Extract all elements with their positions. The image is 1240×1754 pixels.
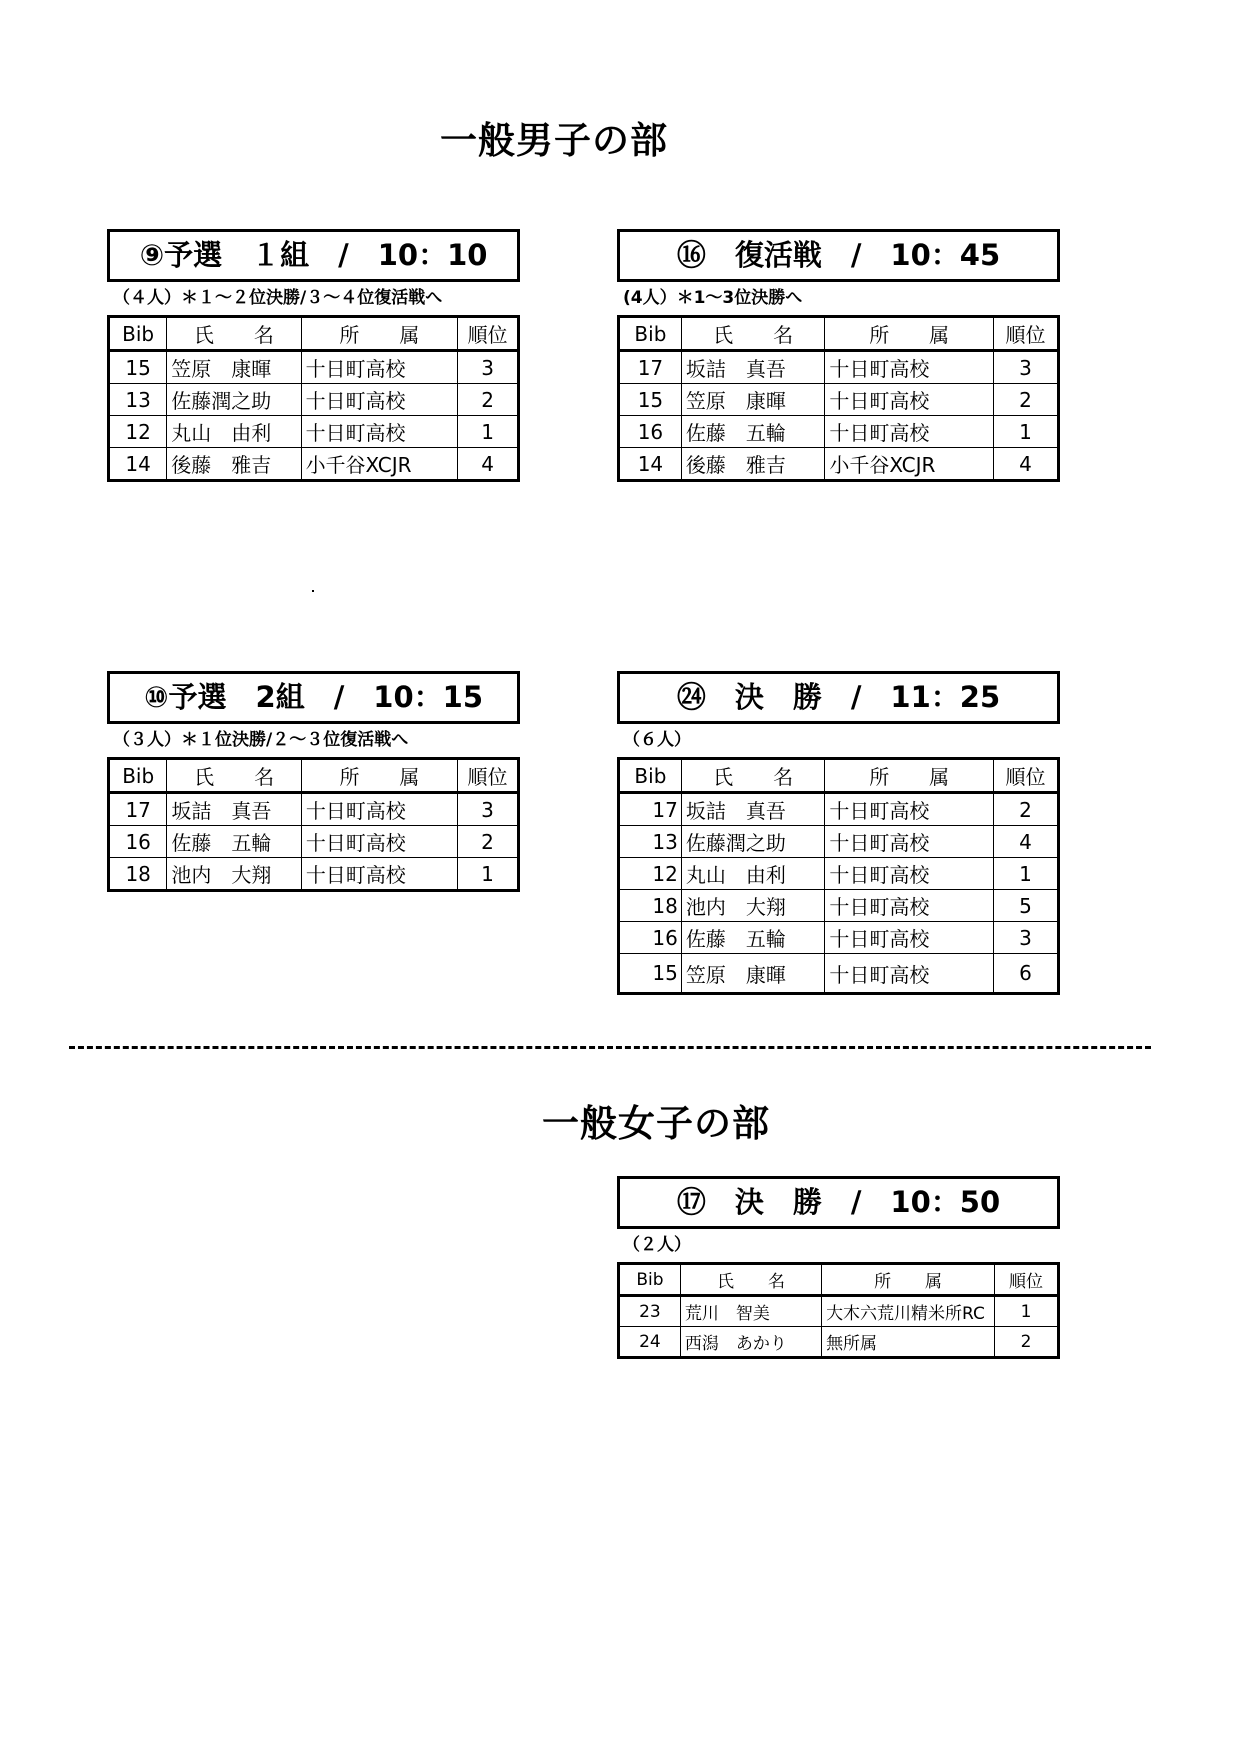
section-divider [69,1046,1151,1049]
name-cell: 笠原 康暉 [167,351,301,384]
table-header-row [619,759,1059,793]
table-row [109,858,519,891]
bib-cell: 15 [619,954,682,994]
header-club: 所 属 [825,759,994,793]
race-block-men-final [617,671,1060,995]
stray-dot [312,590,314,592]
rank-cell: 2 [458,384,519,416]
club-cell: 十日町高校 [301,384,458,416]
table-row [619,1327,1059,1358]
name-cell: 坂詰 真吾 [681,793,825,826]
name-cell: 佐藤 五輪 [167,826,301,858]
rank-cell: 3 [458,793,519,826]
club-cell: 十日町高校 [825,416,994,448]
race-note: (4人）＊1～3位決勝へ [623,288,803,308]
header-name: 氏 名 [167,759,301,793]
name-cell: 笠原 康暉 [681,954,825,994]
table-row [109,793,519,826]
name-cell: 佐藤 五輪 [681,416,825,448]
header-bib: Bib [619,759,682,793]
table-row [619,954,1059,994]
bib-cell: 16 [109,826,167,858]
bib-cell: 23 [619,1296,681,1327]
header-club: 所 属 [822,1264,995,1296]
bib-cell: 17 [109,793,167,826]
rank-cell: 2 [995,1327,1059,1358]
club-cell: 十日町高校 [825,954,994,994]
table-row [109,416,519,448]
results-table [617,315,1060,482]
bib-cell: 12 [109,416,167,448]
bib-cell: 24 [619,1327,681,1358]
club-cell: 無所属 [822,1327,995,1358]
table-row [619,1296,1059,1327]
header-name: 氏 名 [681,759,825,793]
name-cell: 丸山 由利 [681,858,825,890]
header-club: 所 属 [825,317,994,351]
name-cell: 池内 大翔 [167,858,301,891]
rank-cell: 5 [994,890,1059,922]
race-note: （４人）＊１～２位決勝/３～４位復活戦へ [113,288,443,308]
bib-cell: 17 [619,793,682,826]
header-rank: 順位 [458,759,519,793]
bib-cell: 13 [619,826,682,858]
table-row [619,793,1059,826]
race-block-women-final [617,1176,1060,1359]
race-block-men-heat-1 [107,229,520,482]
table-row [619,890,1059,922]
bib-cell: 15 [619,384,682,416]
name-cell: 西潟 あかり [680,1327,821,1358]
race-title: ⑨予選 １組 / 10：10 [107,229,520,282]
race-title: ㉔ 決 勝 / 11：25 [617,671,1060,724]
header-club: 所 属 [301,759,457,793]
club-cell: 十日町高校 [825,384,994,416]
results-table [617,1262,1060,1359]
rank-cell: 4 [994,448,1059,481]
club-cell: 十日町高校 [301,351,458,384]
club-cell: 十日町高校 [825,351,994,384]
bib-cell: 12 [619,858,682,890]
bib-cell: 16 [619,416,682,448]
table-row [109,351,519,384]
name-cell: 池内 大翔 [681,890,825,922]
bib-cell: 16 [619,922,682,954]
name-cell: 坂詰 真吾 [167,793,301,826]
club-cell: 十日町高校 [301,826,457,858]
table-row [619,858,1059,890]
race-block-men-heat-2 [107,671,520,892]
header-bib: Bib [109,317,167,351]
table-row [109,384,519,416]
name-cell: 丸山 由利 [167,416,301,448]
rank-cell: 1 [458,416,519,448]
rank-cell: 4 [994,826,1059,858]
bib-cell: 17 [619,351,682,384]
rank-cell: 2 [458,826,519,858]
header-bib: Bib [109,759,167,793]
club-cell: 十日町高校 [825,793,994,826]
women-section-title: 一般女子の部 [542,1102,770,1145]
table-row [109,826,519,858]
header-name: 氏 名 [680,1264,821,1296]
name-cell: 佐藤潤之助 [167,384,301,416]
club-cell: 十日町高校 [825,826,994,858]
rank-cell: 1 [994,416,1059,448]
bib-cell: 14 [619,448,682,481]
rank-cell: 3 [458,351,519,384]
name-cell: 佐藤潤之助 [681,826,825,858]
men-section-title: 一般男子の部 [440,119,668,162]
header-rank: 順位 [995,1264,1059,1296]
race-title: ⑯ 復活戦 / 10：45 [617,229,1060,282]
results-table [617,757,1060,995]
name-cell: 後藤 雅吉 [167,448,301,481]
race-block-men-repechage [617,229,1060,482]
rank-cell: 1 [994,858,1059,890]
race-title: ⑩予選 2組 / 10：15 [107,671,520,724]
table-row [619,922,1059,954]
results-table [107,315,520,482]
header-rank: 順位 [994,317,1059,351]
name-cell: 坂詰 真吾 [681,351,825,384]
table-row [109,448,519,481]
header-name: 氏 名 [167,317,301,351]
header-club: 所 属 [301,317,458,351]
table-header-row [109,317,519,351]
race-title: ⑰ 決 勝 / 10：50 [617,1176,1060,1229]
club-cell: 十日町高校 [301,416,458,448]
rank-cell: 3 [994,922,1059,954]
header-bib: Bib [619,1264,681,1296]
table-header-row [619,317,1059,351]
club-cell: 十日町高校 [825,890,994,922]
bib-cell: 14 [109,448,167,481]
rank-cell: 2 [994,793,1059,826]
rank-cell: 2 [994,384,1059,416]
club-cell: 十日町高校 [301,858,457,891]
club-cell: 大木六荒川精米所RC [822,1296,995,1327]
table-row [619,448,1059,481]
name-cell: 笠原 康暉 [681,384,825,416]
name-cell: 後藤 雅吉 [681,448,825,481]
name-cell: 荒川 智美 [680,1296,821,1327]
table-header-row [109,759,519,793]
rank-cell: 1 [458,858,519,891]
name-cell: 佐藤 五輪 [681,922,825,954]
club-cell: 十日町高校 [301,793,457,826]
club-cell: 小千谷XCJR [825,448,994,481]
bib-cell: 13 [109,384,167,416]
rank-cell: 6 [994,954,1059,994]
header-rank: 順位 [994,759,1059,793]
race-note: （２人） [623,1235,691,1255]
header-rank: 順位 [458,317,519,351]
rank-cell: 4 [458,448,519,481]
header-name: 氏 名 [681,317,825,351]
header-bib: Bib [619,317,682,351]
bib-cell: 15 [109,351,167,384]
table-row [619,416,1059,448]
bib-cell: 18 [109,858,167,891]
rank-cell: 3 [994,351,1059,384]
club-cell: 小千谷XCJR [301,448,458,481]
bib-cell: 18 [619,890,682,922]
club-cell: 十日町高校 [825,922,994,954]
rank-cell: 1 [995,1296,1059,1327]
table-row [619,384,1059,416]
race-note: （６人） [623,730,691,750]
results-table [107,757,520,892]
table-header-row [619,1264,1059,1296]
table-row [619,351,1059,384]
race-note: （３人）＊１位決勝/２～３位復活戦へ [113,730,409,750]
table-row [619,826,1059,858]
club-cell: 十日町高校 [825,858,994,890]
